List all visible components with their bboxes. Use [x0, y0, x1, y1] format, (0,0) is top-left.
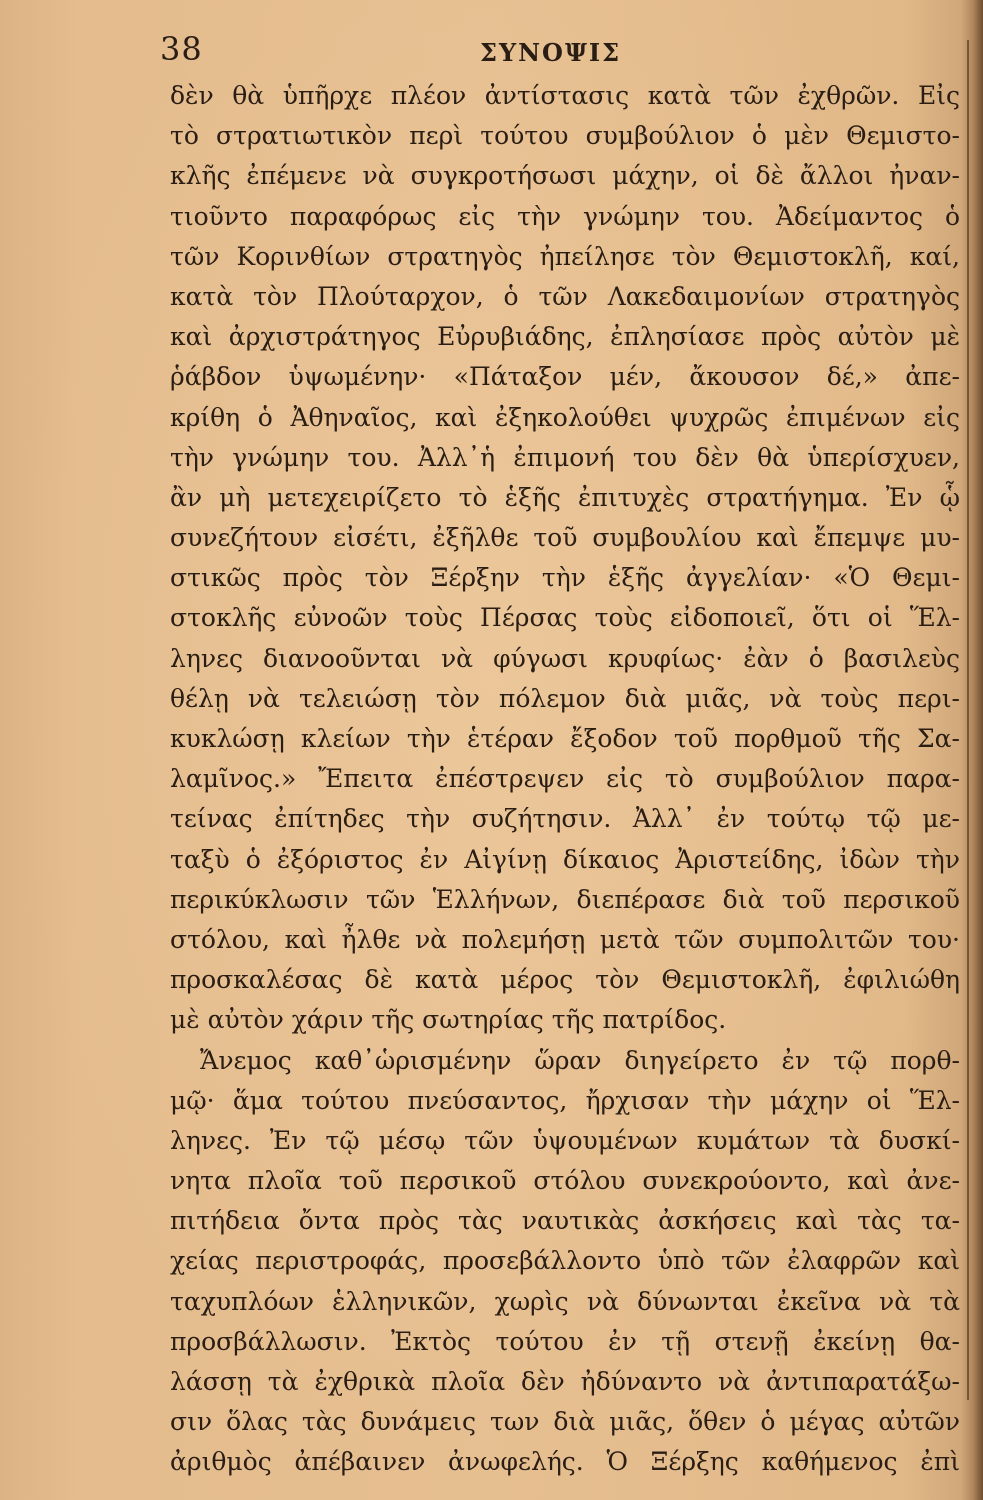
- text-line: θέλῃ νὰ τελειώσῃ τὸν πόλεμον διὰ μιᾶς, νὰ τοὺς περι-: [170, 683, 960, 713]
- text-line: ταξὺ ὁ ἐξόριστος ἐν Αἰγίνῃ δίκαιος Ἀριστείδης, ἰδὼν τὴν: [170, 844, 960, 874]
- text-line: νητα πλοῖα τοῦ περσικοῦ στόλου συνεκρούοντο, καὶ ἀνε-: [170, 1166, 960, 1196]
- text-line: ταχυπλόων ἑλληνικῶν, χωρὶς νὰ δύνωνται ἐκεῖνα νὰ τὰ: [170, 1286, 960, 1316]
- text-line: Ἄνεμος καθ᾽ὡρισμένην ὥραν διηγείρετο ἐν τῷ πορθ-: [200, 1045, 960, 1075]
- page-number: 38: [160, 30, 203, 68]
- text-line: σιν ὅλας τὰς δυνάμεις των διὰ μιᾶς, ὅθεν ὁ μέγας αὐτῶν: [170, 1407, 960, 1437]
- text-line: κυκλώσῃ κλείων τὴν ἑτέραν ἔξοδον τοῦ πορθμοῦ τῆς Σα-: [170, 724, 960, 753]
- page-header: [160, 30, 950, 76]
- text-line: στοκλῆς εὐνοῶν τοὺς Πέρσας τοὺς εἰδοποιεῖ, ὅτι οἱ Ἕλ-: [170, 603, 960, 633]
- text-line: ἀριθμὸς ἀπέβαινεν ἀνωφελής. Ὁ Ξέρξης καθήμενος ἐπὶ: [170, 1447, 960, 1477]
- text-line: πιτήδεια ὄντα πρὸς τὰς ναυτικὰς ἀσκήσεις καὶ τὰς τα-: [170, 1206, 960, 1236]
- text-line: ληνες. Ἐν τῷ μέσῳ τῶν ὑψουμένων κυμάτων τὰ δυσκί-: [170, 1125, 960, 1155]
- text-line: κλῆς ἐπέμενε νὰ συγκροτήσωσι μάχην, οἱ δὲ ἄλλοι ἠναν-: [170, 161, 960, 191]
- text-line: λαμῖνος.» Ἔπειτα ἐπέστρεψεν εἰς τὸ συμβούλιον παρα-: [170, 764, 960, 794]
- text-line: τείνας ἐπίτηδες τὴν συζήτησιν. Ἀλλ᾽ ἐν τούτῳ τῷ με-: [170, 804, 960, 834]
- text-line: περικύκλωσιν τῶν Ἑλλήνων, διεπέρασε διὰ τοῦ περσικοῦ: [170, 884, 960, 914]
- text-line: μῷ· ἅμα τούτου πνεύσαντος, ἤρχισαν τὴν μάχην οἱ Ἕλ-: [170, 1085, 960, 1115]
- text-line: στόλου, καὶ ἦλθε νὰ πολεμήσῃ μετὰ τῶν συμπολιτῶν του·: [170, 924, 960, 954]
- text-line: συνεζήτουν εἰσέτι, ἐξῆλθε τοῦ συμβουλίου καὶ ἔπεμψε μυ-: [170, 523, 960, 553]
- text-line: τὸ στρατιωτικὸν περὶ τούτου συμβούλιον ὁ μὲν Θεμιστο-: [170, 121, 960, 151]
- binding-edge: [967, 40, 969, 1400]
- book-spine-shadow: [961, 0, 983, 1500]
- text-line: ῥάβδον ὑψωμένην· «Πάταξον μέν, ἄκουσον δέ,» ἀπε-: [170, 362, 960, 392]
- text-line: προσκαλέσας δὲ κατὰ μέρος τὸν Θεμιστοκλῆ, ἐφιλιώθη: [170, 965, 960, 995]
- text-line: χείας περιστροφάς, προσεβάλλοντο ὑπὸ τῶν ἐλαφρῶν καὶ: [170, 1246, 960, 1276]
- text-line: κρίθη ὁ Ἀθηναῖος, καὶ ἐξηκολούθει ψυχρῶς ἐπιμένων εἰς: [170, 402, 960, 432]
- text-line: ληνες διανοοῦνται νὰ φύγωσι κρυφίως· ἐὰν ὁ βασιλεὺς: [170, 643, 960, 673]
- text-line: λάσσῃ τὰ ἐχθρικὰ πλοῖα δὲν ἠδύναντο νὰ ἀντιπαρατάξω-: [170, 1367, 960, 1396]
- text-line: στικῶς πρὸς τὸν Ξέρξην τὴν ἑξῆς ἀγγελίαν· «Ὁ Θεμι-: [170, 563, 960, 593]
- text-line: τιοῦντο παραφόρως εἰς τὴν γνώμην του. Ἀδείμαντος ὁ: [170, 201, 960, 231]
- text-line: μὲ αὐτὸν χάριν τῆς σωτηρίας τῆς πατρίδος.: [170, 1005, 727, 1035]
- text-line: καὶ ἀρχιστράτηγος Εὐρυβιάδης, ἐπλησίασε πρὸς αὐτὸν μὲ: [170, 322, 960, 352]
- text-line: τὴν γνώμην του. Ἀλλ᾽ἡ ἐπιμονή του δὲν θὰ ὑπερίσχυεν,: [170, 442, 960, 472]
- running-title: ΣΥΝΟΨΙΣ: [480, 38, 622, 67]
- text-line: τῶν Κορινθίων στρατηγὸς ἠπείλησε τὸν Θεμιστοκλῆ, καί,: [170, 241, 960, 271]
- text-line: ἂν μὴ μετεχειρίζετο τὸ ἑξῆς ἐπιτυχὲς στρατήγημα. Ἐν ᾧ: [170, 482, 960, 512]
- text-line: κατὰ τὸν Πλούταρχον, ὁ τῶν Λακεδαιμονίων στρατηγὸς: [170, 281, 960, 311]
- body-text: [170, 76, 960, 1483]
- text-line: προσβάλλωσιν. Ἐκτὸς τούτου ἐν τῇ στενῇ ἐκείνῃ θα-: [170, 1326, 960, 1356]
- text-line: δὲν θὰ ὑπῆρχε πλέον ἀντίστασις κατὰ τῶν ἐχθρῶν. Εἰς: [170, 81, 960, 110]
